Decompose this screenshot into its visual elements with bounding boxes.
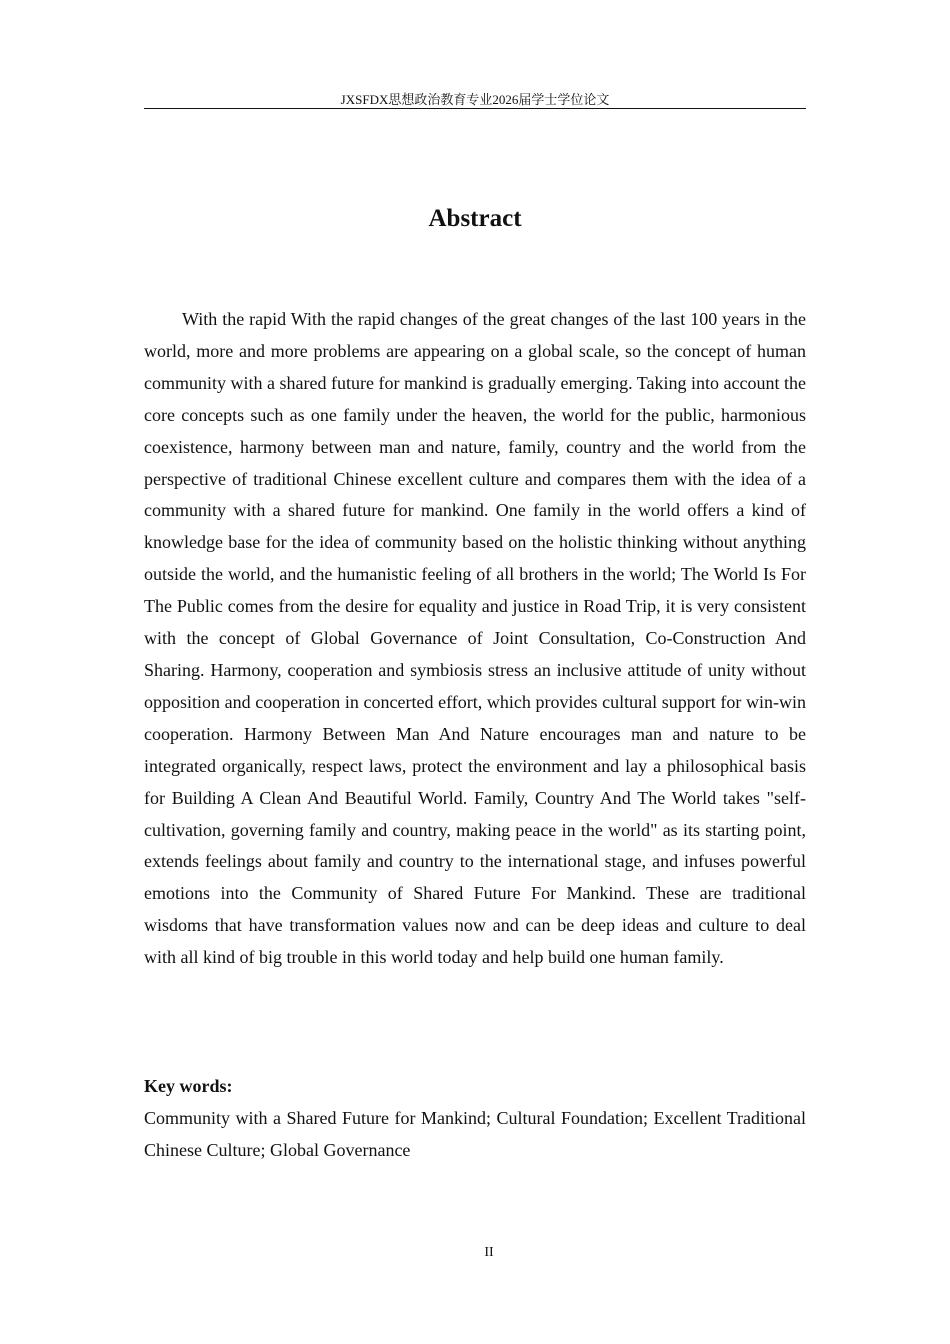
page-title: Abstract [428,205,522,232]
keywords-list: Community with a Shared Future for Mankind; Cultural Foundation; Excellent Traditional Chinese Culture; Global Governance [144,1108,806,1160]
running-header: JXSFDX思想政治教育专业2026届学士学位论文 [340,92,610,107]
keywords-heading: Key words: [144,1076,233,1096]
page-number: II [484,1245,494,1260]
abstract-paragraph: With the rapid With the rapid changes of the great changes of the last 100 years in the world, more and more problems are appearing on a global scale, so the concept of human community with a shared future for mankind is gradually emerging. Taking into account the core concepts such as one family under the heaven, the world for the public, harmonious coexistence, harmony between man and nature, family, country and the world from the perspective of traditional Chinese excellent culture and compares them with the idea of a community with a shared future for mankind. One family in the world offers a kind of knowledge base for the idea of community based on the holistic thinking without anything outside the world, and the humanistic feeling of all brothers in the world; The World Is For The Public comes from the desire for equality and justice in Road Trip, it is very consistent with the concept of Global Governance of Joint Consultation, Co-Construction And Sharing. Harmony, cooperation and symbiosis stress an inclusive attitude of unity without opposition and cooperation in concerted effort, which provides cultural support for win-win cooperation. Harmony Between Man And Nature encourages man and nature to be integrated organically, respect laws, protect the environment and lay a philosophical basis for Building A Clean And Beautiful World. Family, Country And The World takes "self-cultivation, governing family and country, making peace in the world" as its starting point, extends feelings about family and country to the international stage, and infuses powerful emotions into the Community of Shared Future For Mankind. These are traditional wisdoms that have transformation values now and can be deep ideas and culture to deal with all kind of big trouble in this world today and help build one human family. [144,309,806,968]
header-divider [144,108,806,109]
